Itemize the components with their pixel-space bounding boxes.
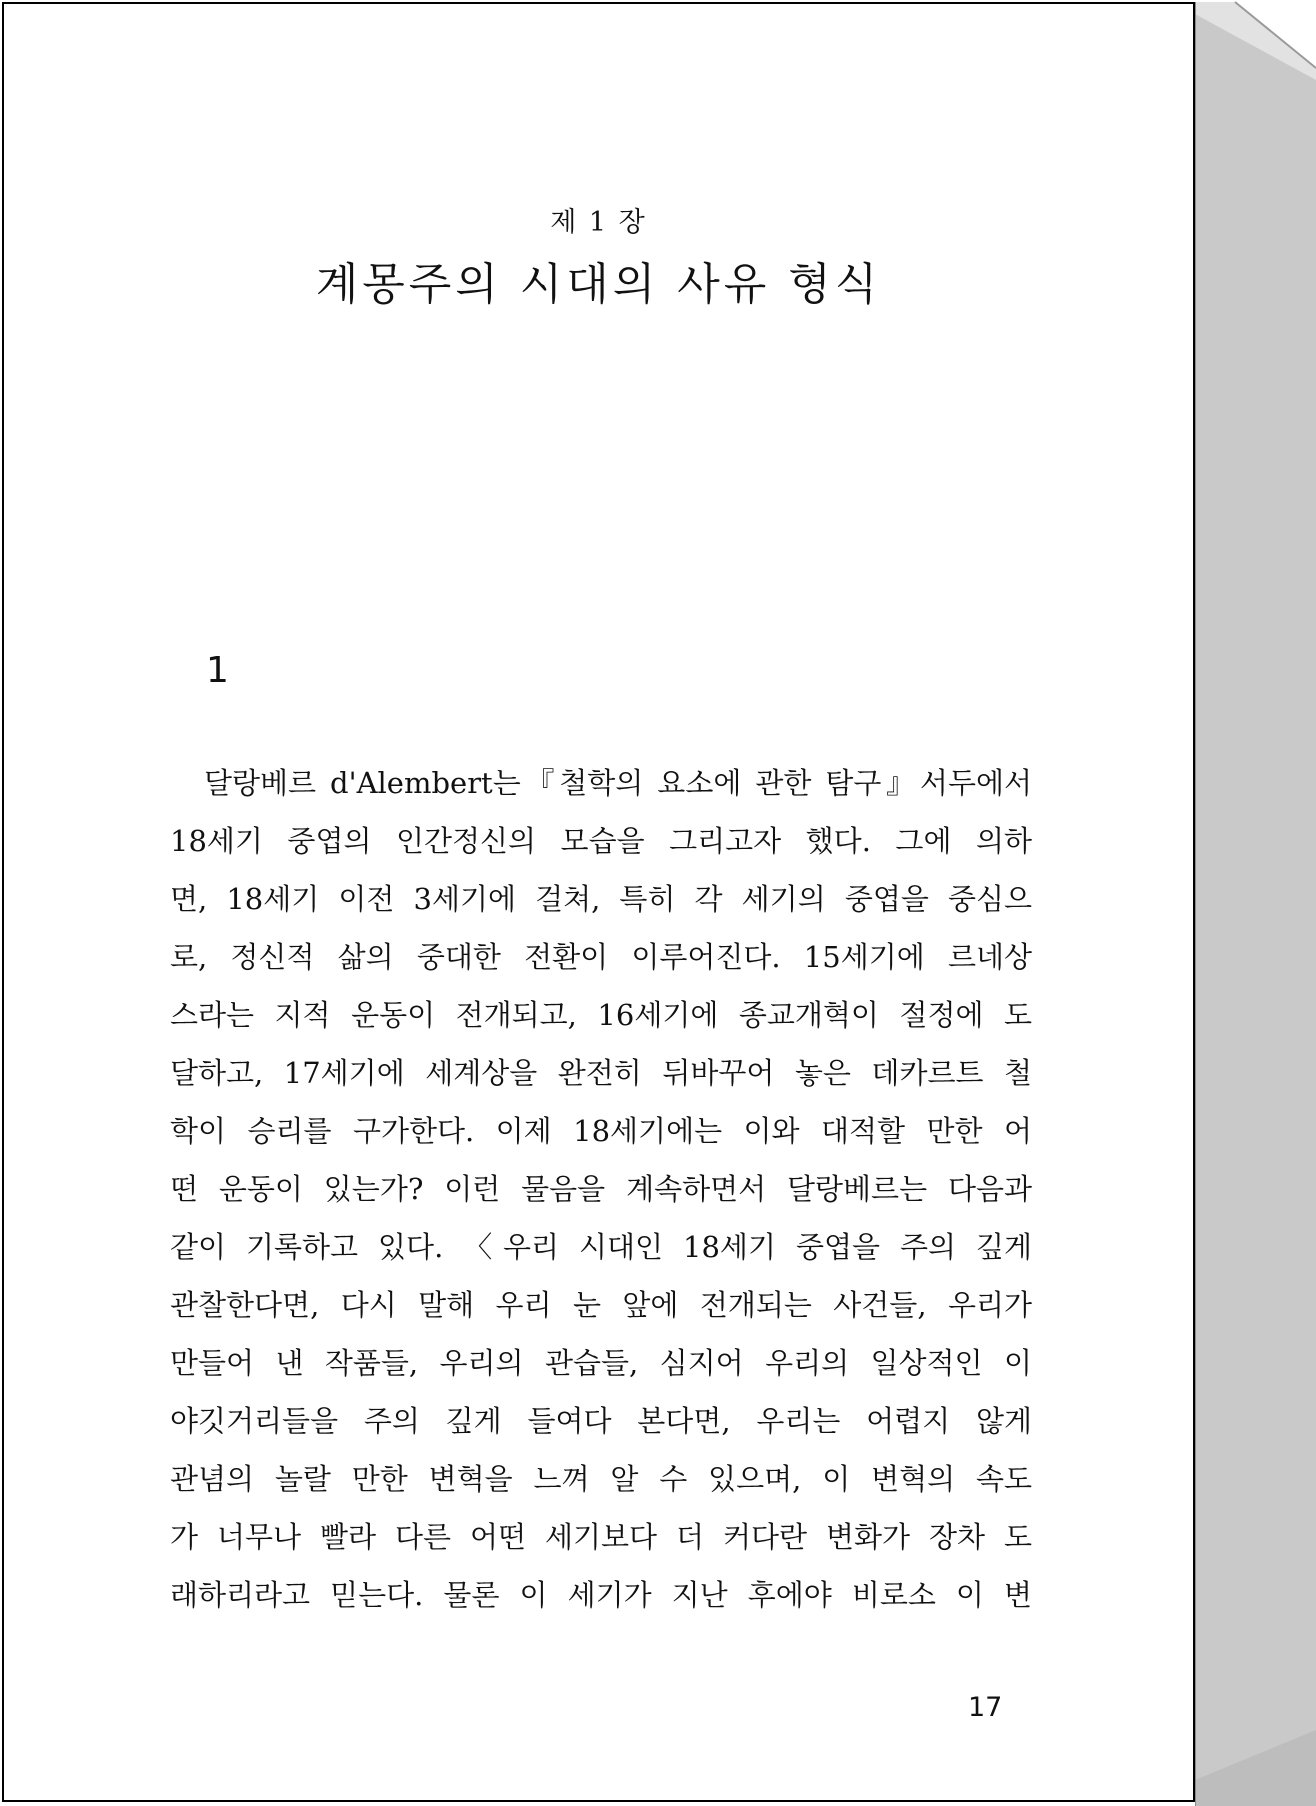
- chapter-title: 계몽주의 시대의 사유 형식: [315, 259, 882, 310]
- text-line: 면, 18세기 이전 3세기에 걸쳐, 특히 각 세기의 중엽을 중심으: [170, 882, 1032, 916]
- text-line: 관념의 놀랄 만한 변혁을 느껴 알 수 있으며, 이 변혁의 속도: [170, 1462, 1032, 1496]
- chapter-number: 제 1 장: [550, 207, 647, 238]
- text-line: 스라는 지적 운동이 전개되고, 16세기에 종교개혁이 절정에 도: [170, 998, 1032, 1032]
- text-line: 가 너무나 빨라 다른 어떤 세기보다 더 커다란 변화가 장차 도: [170, 1520, 1032, 1554]
- text-line: 같이 기록하고 있다. 〈우리 시대인 18세기 중엽을 주의 깊게: [170, 1230, 1032, 1264]
- section-number: 1: [206, 650, 229, 691]
- book-page: [2, 2, 1195, 1802]
- body-paragraph: [170, 754, 1032, 1624]
- page-number: 17: [968, 1692, 1003, 1723]
- text-line: 관찰한다면, 다시 말해 우리 눈 앞에 전개되는 사건들, 우리가: [170, 1288, 1032, 1322]
- text-line: 만들어 낸 작품들, 우리의 관습들, 심지어 우리의 일상적인 이: [170, 1346, 1032, 1380]
- text-line: 야깃거리들을 주의 깊게 들여다 본다면, 우리는 어렵지 않게: [170, 1404, 1032, 1438]
- text-line: 래하리라고 믿는다. 물론 이 세기가 지난 후에야 비로소 이 변: [170, 1578, 1032, 1612]
- text-line: 떤 운동이 있는가? 이런 물음을 계속하면서 달랑베르는 다음과: [170, 1172, 1032, 1206]
- text-line: 로, 정신적 삶의 중대한 전환이 이루어진다. 15세기에 르네상: [170, 940, 1032, 974]
- text-line: 18세기 중엽의 인간정신의 모습을 그리고자 했다. 그에 의하: [170, 824, 1032, 858]
- text-line: 달랑베르 d'Alembert는『철학의 요소에 관한 탐구』서두에서: [204, 766, 1032, 800]
- text-line: 학이 승리를 구가한다. 이제 18세기에는 이와 대적할 만한 어: [170, 1114, 1032, 1148]
- text-line: 달하고, 17세기에 세계상을 완전히 뒤바꾸어 놓은 데카르트 철: [170, 1056, 1032, 1090]
- book-side-edge: [1195, 0, 1316, 1806]
